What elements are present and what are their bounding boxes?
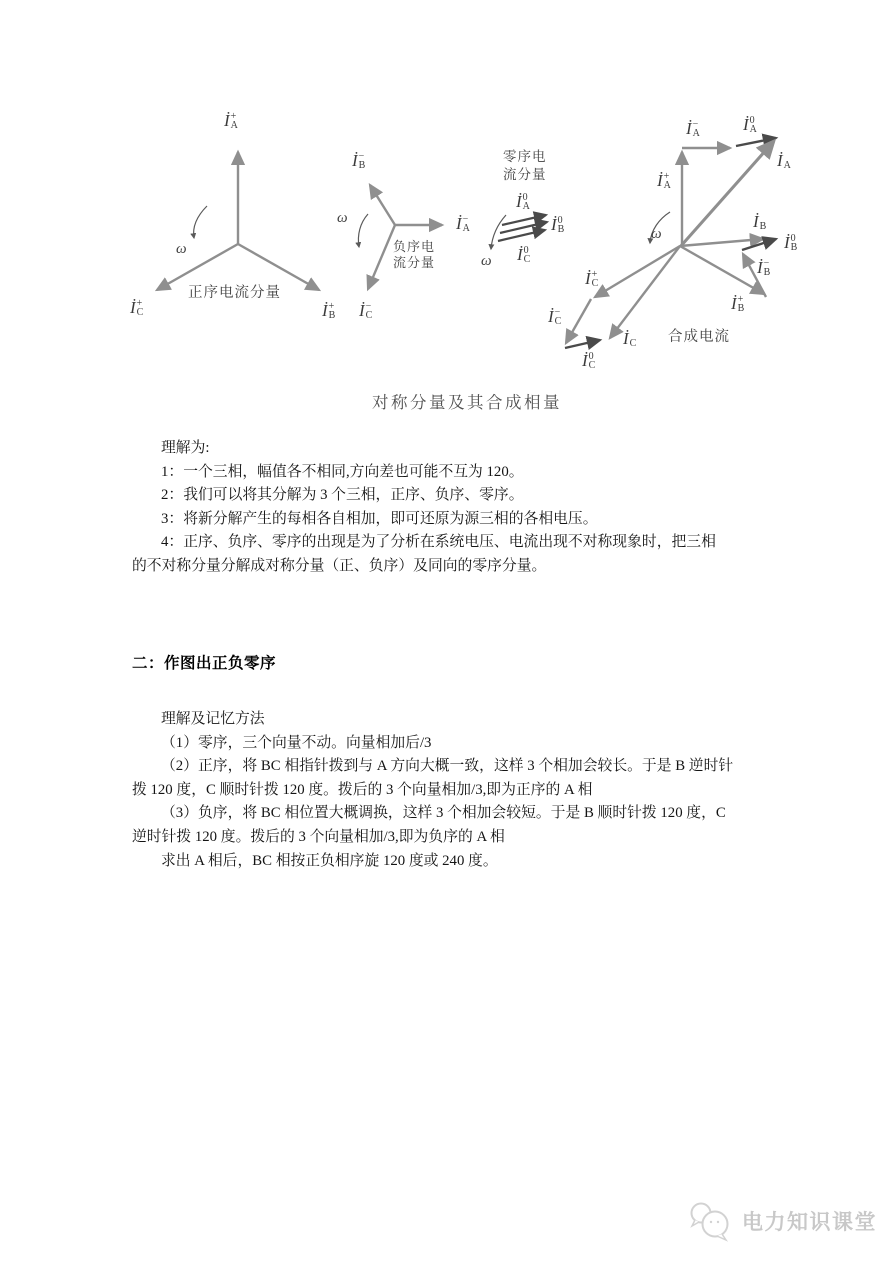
i-symbol: İ xyxy=(582,351,588,370)
zero-sequence-title-line2: 流分量 xyxy=(503,167,547,182)
watermark xyxy=(686,1199,877,1243)
label-comp-ib-zero: İ 0 B xyxy=(784,233,798,253)
omega-symbol-d3: ω xyxy=(481,253,492,269)
i-symbol: İ xyxy=(686,119,692,138)
paragraph-line: 4：正序、负序、零序的出现是为了分析在系统电压、电流出现不对称现象时，把三相 xyxy=(161,534,716,551)
i-symbol: İ xyxy=(516,192,522,211)
i-symbol: İ xyxy=(657,171,663,190)
label-comp-ic: İ C xyxy=(623,329,637,349)
i-symbol: İ xyxy=(456,214,462,233)
label-ia-minus: İ − A xyxy=(456,214,470,234)
label-ic-plus: İ + C xyxy=(130,298,144,318)
label-comp-ia: İ A xyxy=(777,151,791,171)
paragraph-line: 1：一个三相，幅值各不相同,方向差也可能不互为 120。 xyxy=(161,463,524,480)
label-comp-ic-zero: İ 0 C xyxy=(582,351,596,371)
label-comp-ia-zero: İ 0 A xyxy=(743,115,757,135)
i-symbol: İ xyxy=(359,301,365,320)
chat-bubbles-logo-icon xyxy=(686,1199,736,1243)
label-comp-ia-plus: İ + A xyxy=(657,171,671,191)
method-paragraph xyxy=(132,708,788,873)
paragraph-line: 拨 120 度，C 顺时针拨 120 度。拨后的 3 个向量相加/3,即为正序的 A 相 xyxy=(132,781,593,798)
label-ib-plus: İ + B xyxy=(322,301,336,321)
paragraph-line: 3：将新分解产生的每相各自相加，即可还原为源三相的各相电压。 xyxy=(161,510,598,527)
vector-comp-ic-minus xyxy=(566,299,591,343)
label-ib-zero: İ 0 B xyxy=(551,215,565,235)
i-symbol: İ xyxy=(548,307,554,326)
paragraph-line: 理解及记忆方法 xyxy=(161,711,265,727)
paragraph-line: 求出 A 相后，BC 相按正负相序旋 120 度或 240 度。 xyxy=(161,852,498,869)
paragraph-line: 逆时针拨 120 度。拨后的 3 个向量相加/3,即为负序的 A 相 xyxy=(132,828,505,845)
zero-sequence-title-line1: 零序电 xyxy=(503,149,547,164)
i-symbol: İ xyxy=(743,115,749,134)
watermark-text: 电力知识课堂 xyxy=(742,1211,877,1234)
omega-rotation-arrow-d2 xyxy=(358,214,368,247)
i-symbol: İ xyxy=(352,151,358,170)
positive-sequence-vectors xyxy=(157,152,319,290)
paragraph-line: （1）零序，三个向量不动。向量相加后/3 xyxy=(161,734,432,751)
paragraph-line: （3）负序，将 BC 相位置大概调换，这样 3 个相加会较短。于是 B 顺时针拨 120 度，C xyxy=(161,805,726,822)
positive-sequence-title: 正序电流分量 xyxy=(188,285,281,301)
label-comp-ic-minus: İ − C xyxy=(548,307,562,327)
i-symbol: İ xyxy=(585,269,591,288)
label-comp-ic-plus: İ + C xyxy=(585,269,599,289)
label-ic-zero: İ 0 C xyxy=(517,245,531,265)
label-comp-ib: İ B xyxy=(753,212,767,232)
label-comp-ib-minus: İ − B xyxy=(757,258,771,278)
vector-ic-minus xyxy=(368,225,395,289)
i-symbol: İ xyxy=(551,215,557,234)
i-symbol: İ xyxy=(517,245,523,264)
i-symbol: İ xyxy=(224,111,230,130)
vector-comp-ib xyxy=(680,239,763,246)
i-symbol: İ xyxy=(623,329,629,348)
figure-caption: 对称分量及其合成相量 xyxy=(372,393,562,412)
section-heading: 二：作图出正负零序 xyxy=(132,655,277,672)
paragraph-line: 理解为: xyxy=(161,440,210,456)
omega-symbol-d1: ω xyxy=(176,241,187,257)
vector-comp-ic-zero xyxy=(565,340,600,348)
zero-sequence-vectors xyxy=(491,215,547,249)
label-comp-ia-minus: İ − A xyxy=(686,119,700,139)
i-symbol: İ xyxy=(753,212,759,231)
paragraph-line: 2：我们可以将其分解为 3 个三相，正序、负序、零序。 xyxy=(161,487,524,504)
i-symbol: İ xyxy=(777,151,783,170)
omega-symbol-d4: ω xyxy=(651,226,662,242)
paragraph-line: 的不对称分量分解成对称分量（正、负序）及同向的零序分量。 xyxy=(132,557,547,574)
label-comp-ib-plus: İ + B xyxy=(731,294,745,314)
negative-sequence-title-line1: 负序电 xyxy=(393,239,436,254)
composite-current-title: 合成电流 xyxy=(668,329,730,345)
i-symbol: İ xyxy=(784,233,790,252)
paragraph-line: （2）正序，将 BC 相指针拨到与 A 方向大概一致，这样 3 个相加会较长。于是 B 逆时针 xyxy=(161,758,734,775)
negative-sequence-title-line2: 流分量 xyxy=(393,255,436,270)
vector-ib-minus xyxy=(370,185,395,225)
omega-rotation-arrow-d1 xyxy=(194,206,207,238)
i-symbol: İ xyxy=(757,258,763,277)
i-symbol: İ xyxy=(731,294,737,313)
omega-symbol-d2: ω xyxy=(337,210,348,226)
label-ia-plus: İ + A xyxy=(224,111,238,131)
understanding-paragraph xyxy=(132,437,788,579)
label-ic-minus: İ − C xyxy=(359,301,373,321)
i-symbol: İ xyxy=(322,301,328,320)
i-symbol: İ xyxy=(130,298,136,317)
label-ia-zero: İ 0 A xyxy=(516,192,530,212)
vector-comp-ic-plus xyxy=(595,246,680,297)
composite-current-vectors xyxy=(565,138,776,348)
label-ib-minus: İ − B xyxy=(352,151,366,171)
phasor-figure xyxy=(0,95,894,435)
